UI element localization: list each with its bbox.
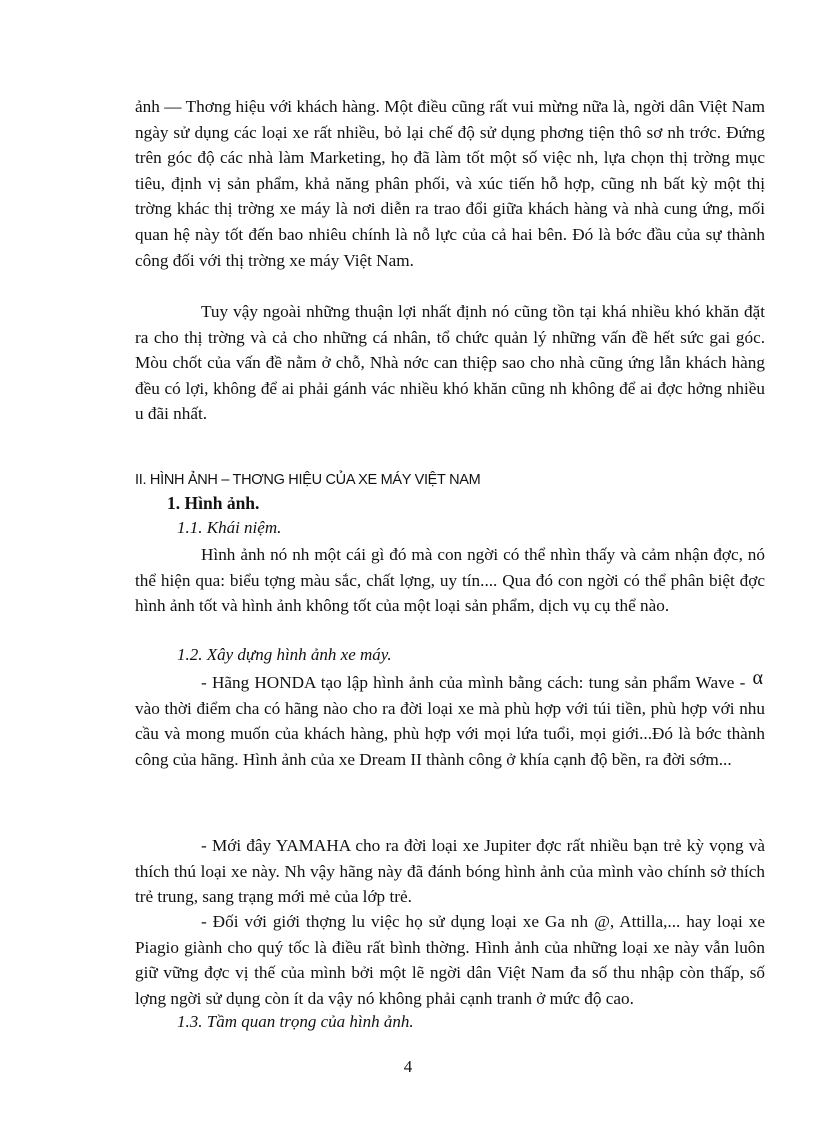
paragraph-difficulties: Tuy vậy ngoài những thuận lợi nhất định nó cũng tồn tại khá nhiều khó khăn đặt ra cho thị trờng và cả cho những cá nhân, tổ chức quản lý những vấn đề hết sức gai góc. Mòu chốt của vấn đề nằm ở chỗ, Nhà nớc can thiệp sao cho nhà cũng ứng lẫn khách hàng đều có lợi, không để ai phải gánh vác nhiều khó khăn cũng nh không để ai đợc hởng nhiều u đãi nhất. — [135, 302, 765, 424]
paragraph-luxury-scooters: - Đối với giới thợng lu việc họ sử dụng loại xe Ga nh @, Attilla,... hay loại xe Piagio giành cho quý tốc là điều rất bình thờng. Hình ảnh của những loại xe này vẫn luôn giữ vững đợc vị thế của mình bởi một lẽ ngời dân Việt Nam đa số thu nhập còn thấp, số lợng ngời sử dụng còn ít da vậy nó không phải cạnh tranh ở mức độ cao. — [135, 912, 765, 1008]
page-number: 4 — [403, 1057, 413, 1076]
heading-concept: 1.1. Khái niệm. — [177, 518, 282, 537]
heading-build-image: 1.2. Xây dựng hình ảnh xe máy. — [177, 645, 392, 664]
honda-text-start: - Hãng HONDA tạo lập hình ảnh của mình bằng cách: tung sản phẩm Wave - — [201, 673, 746, 692]
heading-importance: 1.3. Tầm quan trọng của hình ảnh. — [177, 1012, 414, 1031]
heading-image: 1. Hình ảnh. — [167, 493, 260, 513]
paragraph-honda — [135, 667, 765, 772]
honda-text-end: vào thời điểm cha có hãng nào cho ra đời loại xe mà phù hợp với túi tiền, phù hợp với nhu cầu và mong muốn của khách hàng, phù hợp với mọi lứa tuổi, mọi giới...Đó là bớc thành công của hãng. Hình ảnh của xe Dream II thành công ở khía cạnh độ bền, ra đời sớm... — [135, 698, 765, 769]
section-heading-ii: II. HÌNH ẢNH – THƠNG HIỆU CỦA XE MÁY VIỆT NAM — [135, 472, 481, 488]
paragraph-brand-customer: ảnh — Thơng hiệu với khách hàng. Một điều cũng rất vui mừng nữa là, ngời dân Việt Nam ngày sử dụng các loại xe rất nhiều, bỏ lại chế độ sử dụng phơng tiện thô sơ nh trớc. Đứng trên góc độ các nhà làm Marketing, họ đã làm tốt một số việc nh, lựa chọn thị trờng mục tiêu, định vị sản phẩm, khả năng phân phối, và xúc tiến hỗ hợp, cũng nh bất kỳ một thị trờng khác thị trờng xe máy là nơi diễn ra trao đổi giữa khách hàng và nhà cung ứng, mối quan hệ này tốt đến bao nhiêu chính là nỗ lực của cả hai bên. Đó là bớc đầu của sự thành công đối với thị trờng xe máy Việt Nam. — [135, 97, 765, 270]
paragraph-yamaha: - Mới đây YAMAHA cho ra đời loại xe Jupiter đợc rất nhiều bạn trẻ kỳ vọng và thích thú loại xe này. Nh vậy hãng này đã đánh bóng hình ảnh của mình vào chính sở thích trẻ trung, sang trạng mới mẻ của lớp trẻ. — [135, 836, 765, 907]
alpha-symbol: α — [752, 667, 763, 689]
paragraph-image-definition: Hình ảnh nó nh một cái gì đó mà con ngời có thể nhìn thấy và cảm nhận đợc, nó thể hiện qua: biểu tợng màu sắc, chất lợng, uy tín.... Qua đó con ngời có thể phân biệt đợc hình ảnh tốt và hình ảnh không tốt của một loại sản phẩm, dịch vụ cụ thể nào. — [135, 545, 765, 616]
